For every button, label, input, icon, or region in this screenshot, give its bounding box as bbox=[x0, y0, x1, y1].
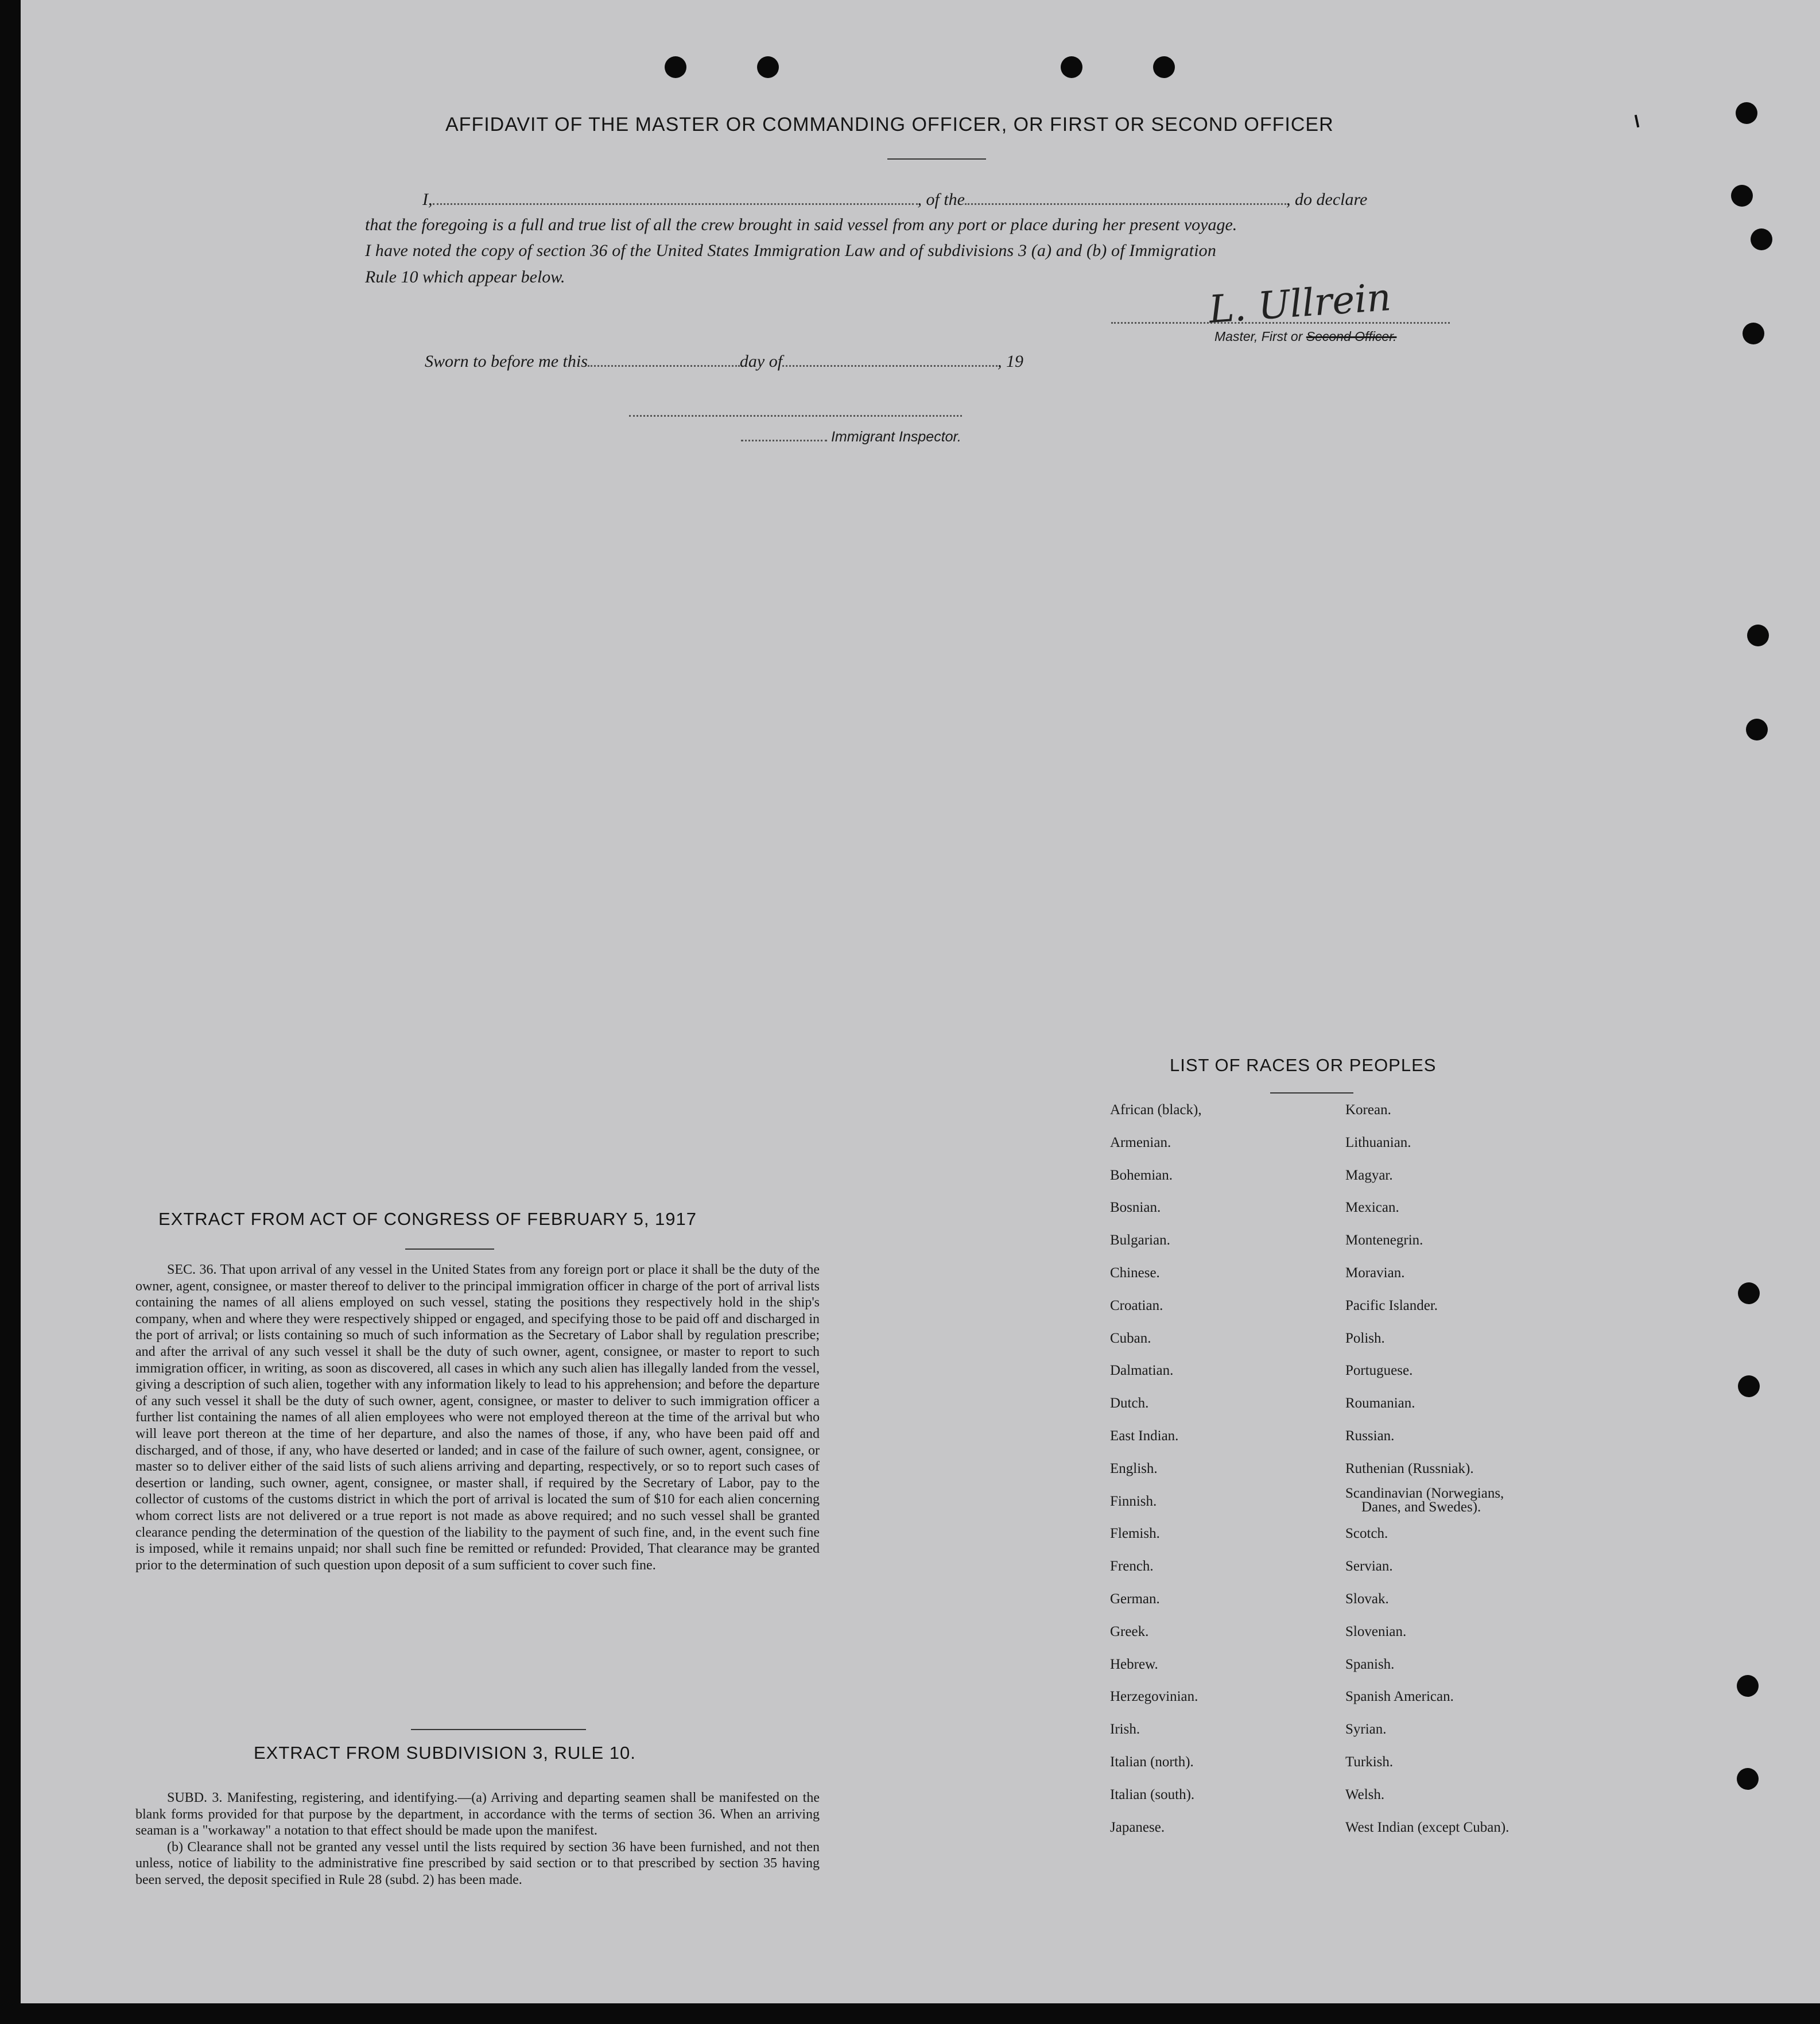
race-item: Italian (south). bbox=[1110, 1786, 1195, 1802]
race-item: Korean. bbox=[1345, 1102, 1391, 1118]
rule-extract-title: EXTRACT FROM SUBDIVISION 3, RULE 10. bbox=[254, 1743, 636, 1763]
race-item: Welsh. bbox=[1345, 1786, 1385, 1802]
rule-10-para-a: SUBD. 3. Manifesting, registering, and identifying.—(a) Arriving and departing seamen shall be manifested on the blank forms provided for that purpose by the department, in accordance with the terms of section 36. When an arriving seaman is a "workaway" a notation to that effect should be made upon the manifest. bbox=[135, 1790, 820, 1839]
inspector-signature-line bbox=[629, 408, 962, 417]
race-item: Mexican. bbox=[1345, 1200, 1399, 1216]
punch-hole bbox=[1061, 56, 1082, 78]
race-item: Dutch. bbox=[1110, 1395, 1149, 1412]
race-item: Croatian. bbox=[1110, 1297, 1163, 1313]
race-item: Portuguese. bbox=[1345, 1363, 1413, 1379]
punch-hole bbox=[1738, 1282, 1760, 1304]
punch-hole bbox=[757, 56, 779, 78]
punch-hole bbox=[1737, 1675, 1759, 1697]
race-item: Scotch. bbox=[1345, 1526, 1388, 1542]
race-item: Cuban. bbox=[1110, 1330, 1151, 1346]
race-item: Magyar. bbox=[1345, 1167, 1393, 1183]
race-item: Scandinavian (Norwegians, Danes, and Swedes). bbox=[1345, 1485, 1504, 1515]
name-field bbox=[433, 189, 918, 205]
race-item: Turkish. bbox=[1345, 1754, 1394, 1770]
race-item: German. bbox=[1110, 1591, 1160, 1607]
punch-hole bbox=[1743, 323, 1764, 344]
race-item: Flemish. bbox=[1110, 1526, 1160, 1542]
pen-mark bbox=[1635, 115, 1639, 127]
race-item: Japanese. bbox=[1110, 1819, 1165, 1835]
race-item: Slovenian. bbox=[1345, 1623, 1407, 1639]
race-item: West Indian (except Cuban). bbox=[1345, 1819, 1509, 1835]
race-item: Russian. bbox=[1345, 1428, 1395, 1444]
divider bbox=[411, 1729, 586, 1730]
declaration-line-4: Rule 10 which appear below. bbox=[365, 267, 565, 286]
race-item: English. bbox=[1110, 1460, 1158, 1476]
declaration-line-1 bbox=[422, 189, 1367, 210]
signature-caption bbox=[1214, 329, 1396, 344]
month-field bbox=[782, 351, 998, 367]
sworn-line bbox=[425, 351, 1023, 371]
declaration-line-3: I have noted the copy of section 36 of the United States Immigration Law and of subdivisions 3 (a) and (b) of Immigration bbox=[365, 241, 1216, 260]
race-item: African (black), bbox=[1110, 1102, 1202, 1118]
race-item: Greek. bbox=[1110, 1623, 1149, 1639]
punch-hole bbox=[1746, 719, 1768, 740]
race-item: Montenegrin. bbox=[1345, 1232, 1423, 1248]
punch-hole bbox=[665, 56, 686, 78]
punch-hole bbox=[1736, 102, 1757, 124]
sworn-end: , 19 bbox=[998, 352, 1024, 371]
declaration-line-2: that the foregoing is a full and true list of all the crew brought in said vessel from any port or place during her present voyage. bbox=[365, 215, 1237, 234]
race-item: Spanish. bbox=[1345, 1656, 1395, 1672]
race-item: Bulgarian. bbox=[1110, 1232, 1170, 1248]
signature-caption-start: Master, First or bbox=[1214, 329, 1303, 344]
races-title: LIST OF RACES OR PEOPLES bbox=[1170, 1055, 1437, 1075]
race-item: Servian. bbox=[1345, 1558, 1393, 1575]
section-36-paragraph: SEC. 36. That upon arrival of any vessel in the United States from any foreign port or place it shall be the duty of the owner, agent, consignee, or master thereof to deliver to the principal immigration officer in charge of the port of arrival lists containing the names of all aliens employed on such vessel, stating the positions they respectively hold in the ship's company, when and where they were respectively shipped or engaged, and specifying those to be paid off and discharged in the port of arrival; or lists containing so much of such information as the Secretary of Labor shall by regulation prescribe; and after the arrival of any such vessel it shall be the duty of such owner, agent, consignee, or master to report to such immigration officer, in writing, as soon as discovered, all cases in which any such alien has illegally landed from the vessel, giving a description of such alien, together with any information likely to lead to his apprehension; and before the departure of any such vessel it shall be the duty of such owner, agent, consignee, or master to deliver to such immigration officer a further list containing the names of all alien employees who were not employed thereon at the time of the arrival but who will leave port thereon at the time of her departure, and also the names of those, if any, who have been paid off and discharged, and of those, if any, who have deserted or landed; and in case of the failure of such owner, agent, consignee, or master so to deliver either of the said lists of such aliens arriving and departing, respectively, or so to report such cases of desertion or landing, such owner, agent, consignee, or master shall, if required by the Secretary of Labor, pay to the collector of customs of the customs district in which the port of arrival is located the sum of $10 for each alien concerning whom correct lists are not delivered or a true report is not made as above required; and no such vessel shall be granted clearance pending the determination of the question of the liability to the payment of such fine, and, in the event such fine is imposed, while it remains unpaid; nor shall such fine be remitted or refunded: Provided, That clearance may be granted prior to the determination of such question upon deposit of a sum sufficient to cover such fine. bbox=[135, 1262, 820, 1573]
punch-hole bbox=[1153, 56, 1175, 78]
race-item: Bohemian. bbox=[1110, 1167, 1173, 1183]
rule-10-para-b: (b) Clearance shall not be granted any vessel until the lists required by section 36 have been furnished, and not then unless, notice of liability to the administrative fine prescribed by said section or to that prescribed by section 35 having been served, the deposit specified in Rule 28 (subd. 2) has been made. bbox=[135, 1839, 820, 1887]
inspector-label: Immigrant Inspector. bbox=[831, 429, 961, 445]
race-item: Armenian. bbox=[1110, 1134, 1171, 1150]
race-item: Bosnian. bbox=[1110, 1200, 1161, 1216]
sworn-start: Sworn to before me this bbox=[425, 352, 588, 371]
act-extract-title: EXTRACT FROM ACT OF CONGRESS OF FEBRUARY 5, 1917 bbox=[158, 1209, 697, 1229]
race-item: Hebrew. bbox=[1110, 1656, 1158, 1672]
race-item: Syrian. bbox=[1345, 1721, 1387, 1738]
race-item: Chinese. bbox=[1110, 1265, 1160, 1281]
race-item: Pacific Islander. bbox=[1345, 1297, 1438, 1313]
race-item: Lithuanian. bbox=[1345, 1134, 1411, 1150]
punch-hole bbox=[1738, 1375, 1760, 1397]
race-item: Moravian. bbox=[1345, 1265, 1405, 1281]
inspector-dots bbox=[741, 428, 827, 441]
affidavit-title: AFFIDAVIT OF THE MASTER OR COMMANDING OFFICER, OR FIRST OR SECOND OFFICER bbox=[445, 114, 1334, 135]
race-item: Irish. bbox=[1110, 1721, 1140, 1738]
day-field bbox=[588, 351, 740, 367]
race-item: Roumanian. bbox=[1345, 1395, 1415, 1412]
declaration-end: , do declare bbox=[1286, 190, 1368, 209]
punch-hole bbox=[1747, 625, 1769, 646]
divider bbox=[887, 158, 986, 160]
vessel-field bbox=[965, 189, 1286, 205]
race-item: Herzegovinian. bbox=[1110, 1689, 1198, 1705]
declaration-start: I, bbox=[422, 190, 433, 209]
race-item: French. bbox=[1110, 1558, 1154, 1575]
punch-hole bbox=[1751, 228, 1772, 250]
inspector-caption bbox=[741, 428, 961, 445]
signature: L. Ullrein bbox=[1207, 275, 1393, 332]
race-item: Italian (north). bbox=[1110, 1754, 1194, 1770]
race-item: Polish. bbox=[1345, 1330, 1385, 1346]
race-item: Slovak. bbox=[1345, 1591, 1389, 1607]
rule-10-text bbox=[135, 1790, 820, 1889]
divider bbox=[1270, 1092, 1353, 1094]
sworn-mid: day of bbox=[739, 352, 783, 371]
punch-hole bbox=[1731, 185, 1753, 207]
divider bbox=[405, 1248, 494, 1250]
section-36-text bbox=[135, 1262, 820, 1573]
declaration-mid: , of the bbox=[917, 190, 965, 209]
document-page bbox=[21, 0, 1820, 2003]
signature-caption-struck: Second Officer. bbox=[1306, 329, 1397, 344]
punch-hole bbox=[1737, 1768, 1759, 1790]
race-item: Spanish American. bbox=[1345, 1689, 1454, 1705]
race-item: Dalmatian. bbox=[1110, 1363, 1174, 1379]
race-item: Ruthenian (Russniak). bbox=[1345, 1460, 1474, 1476]
race-item: East Indian. bbox=[1110, 1428, 1179, 1444]
race-item: Finnish. bbox=[1110, 1493, 1157, 1509]
